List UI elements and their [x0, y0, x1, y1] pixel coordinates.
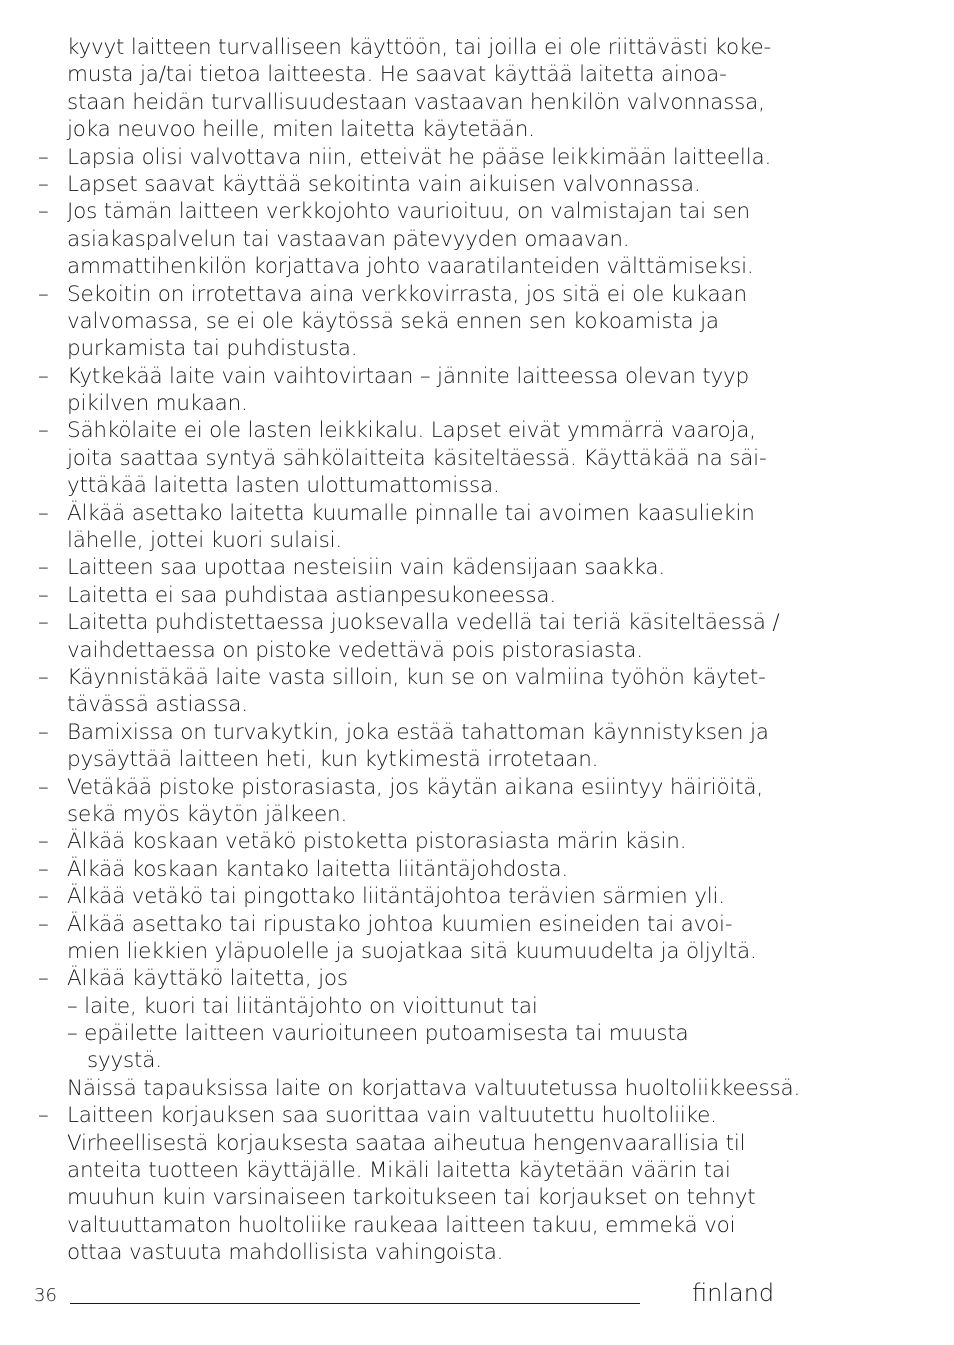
- text-line: [38, 993, 778, 1020]
- footer-language-label: finland: [692, 1279, 775, 1307]
- bullet-dash: –: [38, 884, 49, 910]
- bullet-dash: –: [38, 1103, 49, 1129]
- line-text: Lapsia olisi valvottava niin, etteivät he pääse leikkimään laitteella.: [67, 144, 772, 170]
- text-line: [38, 691, 778, 718]
- bullet-dash: –: [38, 171, 49, 197]
- text-line: [38, 1075, 801, 1102]
- bullet-dash: –: [38, 774, 49, 800]
- line-text: asiakaspalvelun tai vastaavan pätevyyden omaavan.: [67, 226, 630, 252]
- line-text: vaihdettaessa on pistoke vedettävä pois pistorasiasta.: [67, 637, 643, 663]
- line-text: Lapset saavat käyttää sekoitinta vain aikuisen valvonnassa.: [67, 171, 701, 197]
- line-text: valvomassa, se ei ole käytössä sekä ennen sen kokoamista ja: [67, 308, 719, 334]
- line-text: Bamixissa on turvakytkin, joka estää tahattoman käynnistyksen ja: [67, 719, 769, 745]
- bullet-line: [38, 774, 778, 801]
- bullet-dash: –: [38, 582, 49, 608]
- bullet-dash: –: [38, 966, 49, 992]
- line-text: Laitetta puhdistettaessa juoksevalla vedellä tai teriä käsiteltäessä /: [67, 610, 780, 636]
- bullet-line: [38, 171, 778, 198]
- bullet-line: [38, 417, 778, 444]
- line-text: – epäilette laitteen vaurioituneen putoamisesta tai muusta: [67, 1021, 689, 1047]
- line-text: syystä.: [87, 1048, 162, 1074]
- bullet-dash: –: [38, 144, 49, 170]
- bullet-line: [38, 828, 778, 855]
- bullet-line: [38, 144, 778, 171]
- line-text: pikilven mukaan.: [67, 391, 248, 417]
- bullet-line: [38, 554, 778, 581]
- line-text: musta ja/tai tietoa laitteesta. He saavat käyttää laitetta ainoa-: [67, 62, 727, 88]
- bullet-line: [38, 664, 778, 691]
- line-text: – laite, kuori tai liitäntäjohto on vioittunut tai: [67, 993, 538, 1019]
- line-text: staan heidän turvallisuudestaan vastaavan henkilön valvonnassa,: [67, 89, 765, 115]
- page-number: 36: [34, 1285, 57, 1306]
- bullet-dash: –: [38, 199, 49, 225]
- line-text: Vetäkää pistoke pistorasiasta, jos käytän aikana esiintyy häiriöitä,: [67, 774, 764, 800]
- text-line: [38, 472, 778, 499]
- bullet-dash: –: [38, 610, 49, 636]
- bullet-dash: –: [38, 911, 49, 937]
- bullet-line: [38, 965, 778, 992]
- bullet-line: [38, 363, 778, 390]
- line-text: Laitetta ei saa puhdistaa astianpesukoneessa.: [67, 582, 557, 608]
- bullet-dash: –: [38, 829, 49, 855]
- line-text: Käynnistäkää laite vasta silloin, kun se on valmiina työhön käytet-: [67, 664, 766, 690]
- text-line: [38, 938, 778, 965]
- text-line: [38, 801, 778, 828]
- line-text: Älkää koskaan kantako laitetta liitäntäjohdosta.: [67, 856, 569, 882]
- bullet-dash: –: [38, 719, 49, 745]
- line-text: Sekoitin on irrotettava aina verkkovirrasta, jos sitä ei ole kukaan: [67, 281, 747, 307]
- text-line: [38, 1239, 778, 1266]
- line-text: yttäkää laitetta lasten ulottumattomissa.: [67, 473, 500, 499]
- line-text: mien liekkien yläpuolelle ja suojatkaa sitä kuumuudelta ja öljyltä.: [67, 938, 757, 964]
- text-line: [38, 61, 778, 88]
- text-line: [38, 746, 778, 773]
- text-line: [38, 116, 778, 143]
- line-text: muuhun kuin varsinaiseen tarkoitukseen tai korjaukset on tehnyt: [67, 1185, 756, 1211]
- text-line: [38, 226, 778, 253]
- line-text: Laitteen saa upottaa nesteisiin vain kädensijaan saakka.: [67, 555, 665, 581]
- line-text: anteita tuotteen käyttäjälle. Mikäli laitetta käytetään väärin tai: [67, 1158, 731, 1184]
- text-line: [38, 1212, 778, 1239]
- line-text: tävässä astiassa.: [67, 692, 248, 718]
- bullet-line: [38, 198, 778, 225]
- bullet-dash: –: [38, 500, 49, 526]
- bullet-line: [38, 500, 778, 527]
- bullet-line: [38, 883, 778, 910]
- line-text: Kytkekää laite vain vaihtovirtaan – jännite laitteessa olevan tyyp: [67, 363, 750, 389]
- bullet-line: [38, 609, 778, 636]
- text-line: [38, 89, 778, 116]
- line-text: Älkää asettako laitetta kuumalle pinnalle tai avoimen kaasuliekin: [67, 500, 755, 526]
- text-line: [38, 445, 778, 472]
- bullet-dash: –: [38, 418, 49, 444]
- bullet-dash: –: [38, 363, 49, 389]
- bullet-line: [38, 582, 778, 609]
- text-line: [38, 34, 778, 61]
- text-line: [38, 527, 778, 554]
- line-text: Laitteen korjauksen saa suorittaa vain valtuutettu huoltoliike.: [67, 1103, 717, 1129]
- bullet-line: [38, 1102, 778, 1129]
- line-text: pysäyttää laitteen heti, kun kytkimestä irrotetaan.: [67, 747, 599, 773]
- line-text: joita saattaa syntyä sähkölaitteita käsiteltäessä. Käyttäkää na säi-: [67, 445, 767, 471]
- line-text: valtuuttamaton huoltoliike raukeaa laitteen takuu, emmekä voi: [67, 1212, 736, 1238]
- safety-instructions-text: [38, 34, 801, 1267]
- text-line: [38, 1130, 778, 1157]
- text-line: [38, 1047, 778, 1074]
- line-text: Näissä tapauksissa laite on korjattava valtuutetussa huoltoliikkeessä.: [67, 1075, 801, 1101]
- bullet-dash: –: [38, 856, 49, 882]
- line-text: ottaa vastuuta mahdollisista vahingoista.: [67, 1240, 504, 1266]
- line-text: sekä myös käytön jälkeen.: [67, 801, 348, 827]
- bullet-dash: –: [38, 281, 49, 307]
- text-line: [38, 1020, 778, 1047]
- line-text: Älkää koskaan vetäkö pistoketta pistorasiasta märin käsin.: [67, 829, 687, 855]
- bullet-line: [38, 911, 778, 938]
- bullet-dash: –: [38, 555, 49, 581]
- line-text: purkamista tai puhdistusta.: [67, 336, 358, 362]
- line-text: Älkää käyttäkö laitetta, jos: [67, 966, 348, 992]
- text-line: [38, 253, 778, 280]
- line-text: lähelle, jottei kuori sulaisi.: [67, 528, 343, 554]
- bullet-line: [38, 856, 778, 883]
- line-text: Sähkölaite ei ole lasten leikkikalu. Lapset eivät ymmärrä vaaroja,: [67, 418, 756, 444]
- text-line: [38, 335, 778, 362]
- line-text: Älkää asettako tai ripustako johtoa kuumien esineiden tai avoi-: [67, 911, 733, 937]
- text-line: [38, 308, 778, 335]
- text-line: [38, 637, 778, 664]
- line-text: joka neuvoo heille, miten laitetta käytetään.: [67, 117, 535, 143]
- bullet-dash: –: [38, 664, 49, 690]
- line-text: ammattihenkilön korjattava johto vaaratilanteiden välttämiseksi.: [67, 254, 754, 280]
- bullet-line: [38, 281, 778, 308]
- text-line: [38, 1157, 778, 1184]
- line-text: Jos tämän laitteen verkkojohto vaurioituu, on valmistajan tai sen: [67, 199, 750, 225]
- line-text: Älkää vetäkö tai pingottako liitäntäjohtoa terävien särmien yli.: [67, 884, 725, 910]
- text-line: [38, 1184, 778, 1211]
- text-line: [38, 390, 778, 417]
- line-text: kyvyt laitteen turvalliseen käyttöön, tai joilla ei ole riittävästi koke-: [67, 35, 772, 60]
- line-text: Virheellisestä korjauksesta saataa aiheutua hengenvaarallisia til: [67, 1130, 746, 1156]
- bullet-line: [38, 719, 778, 746]
- footer-divider: [70, 1303, 640, 1304]
